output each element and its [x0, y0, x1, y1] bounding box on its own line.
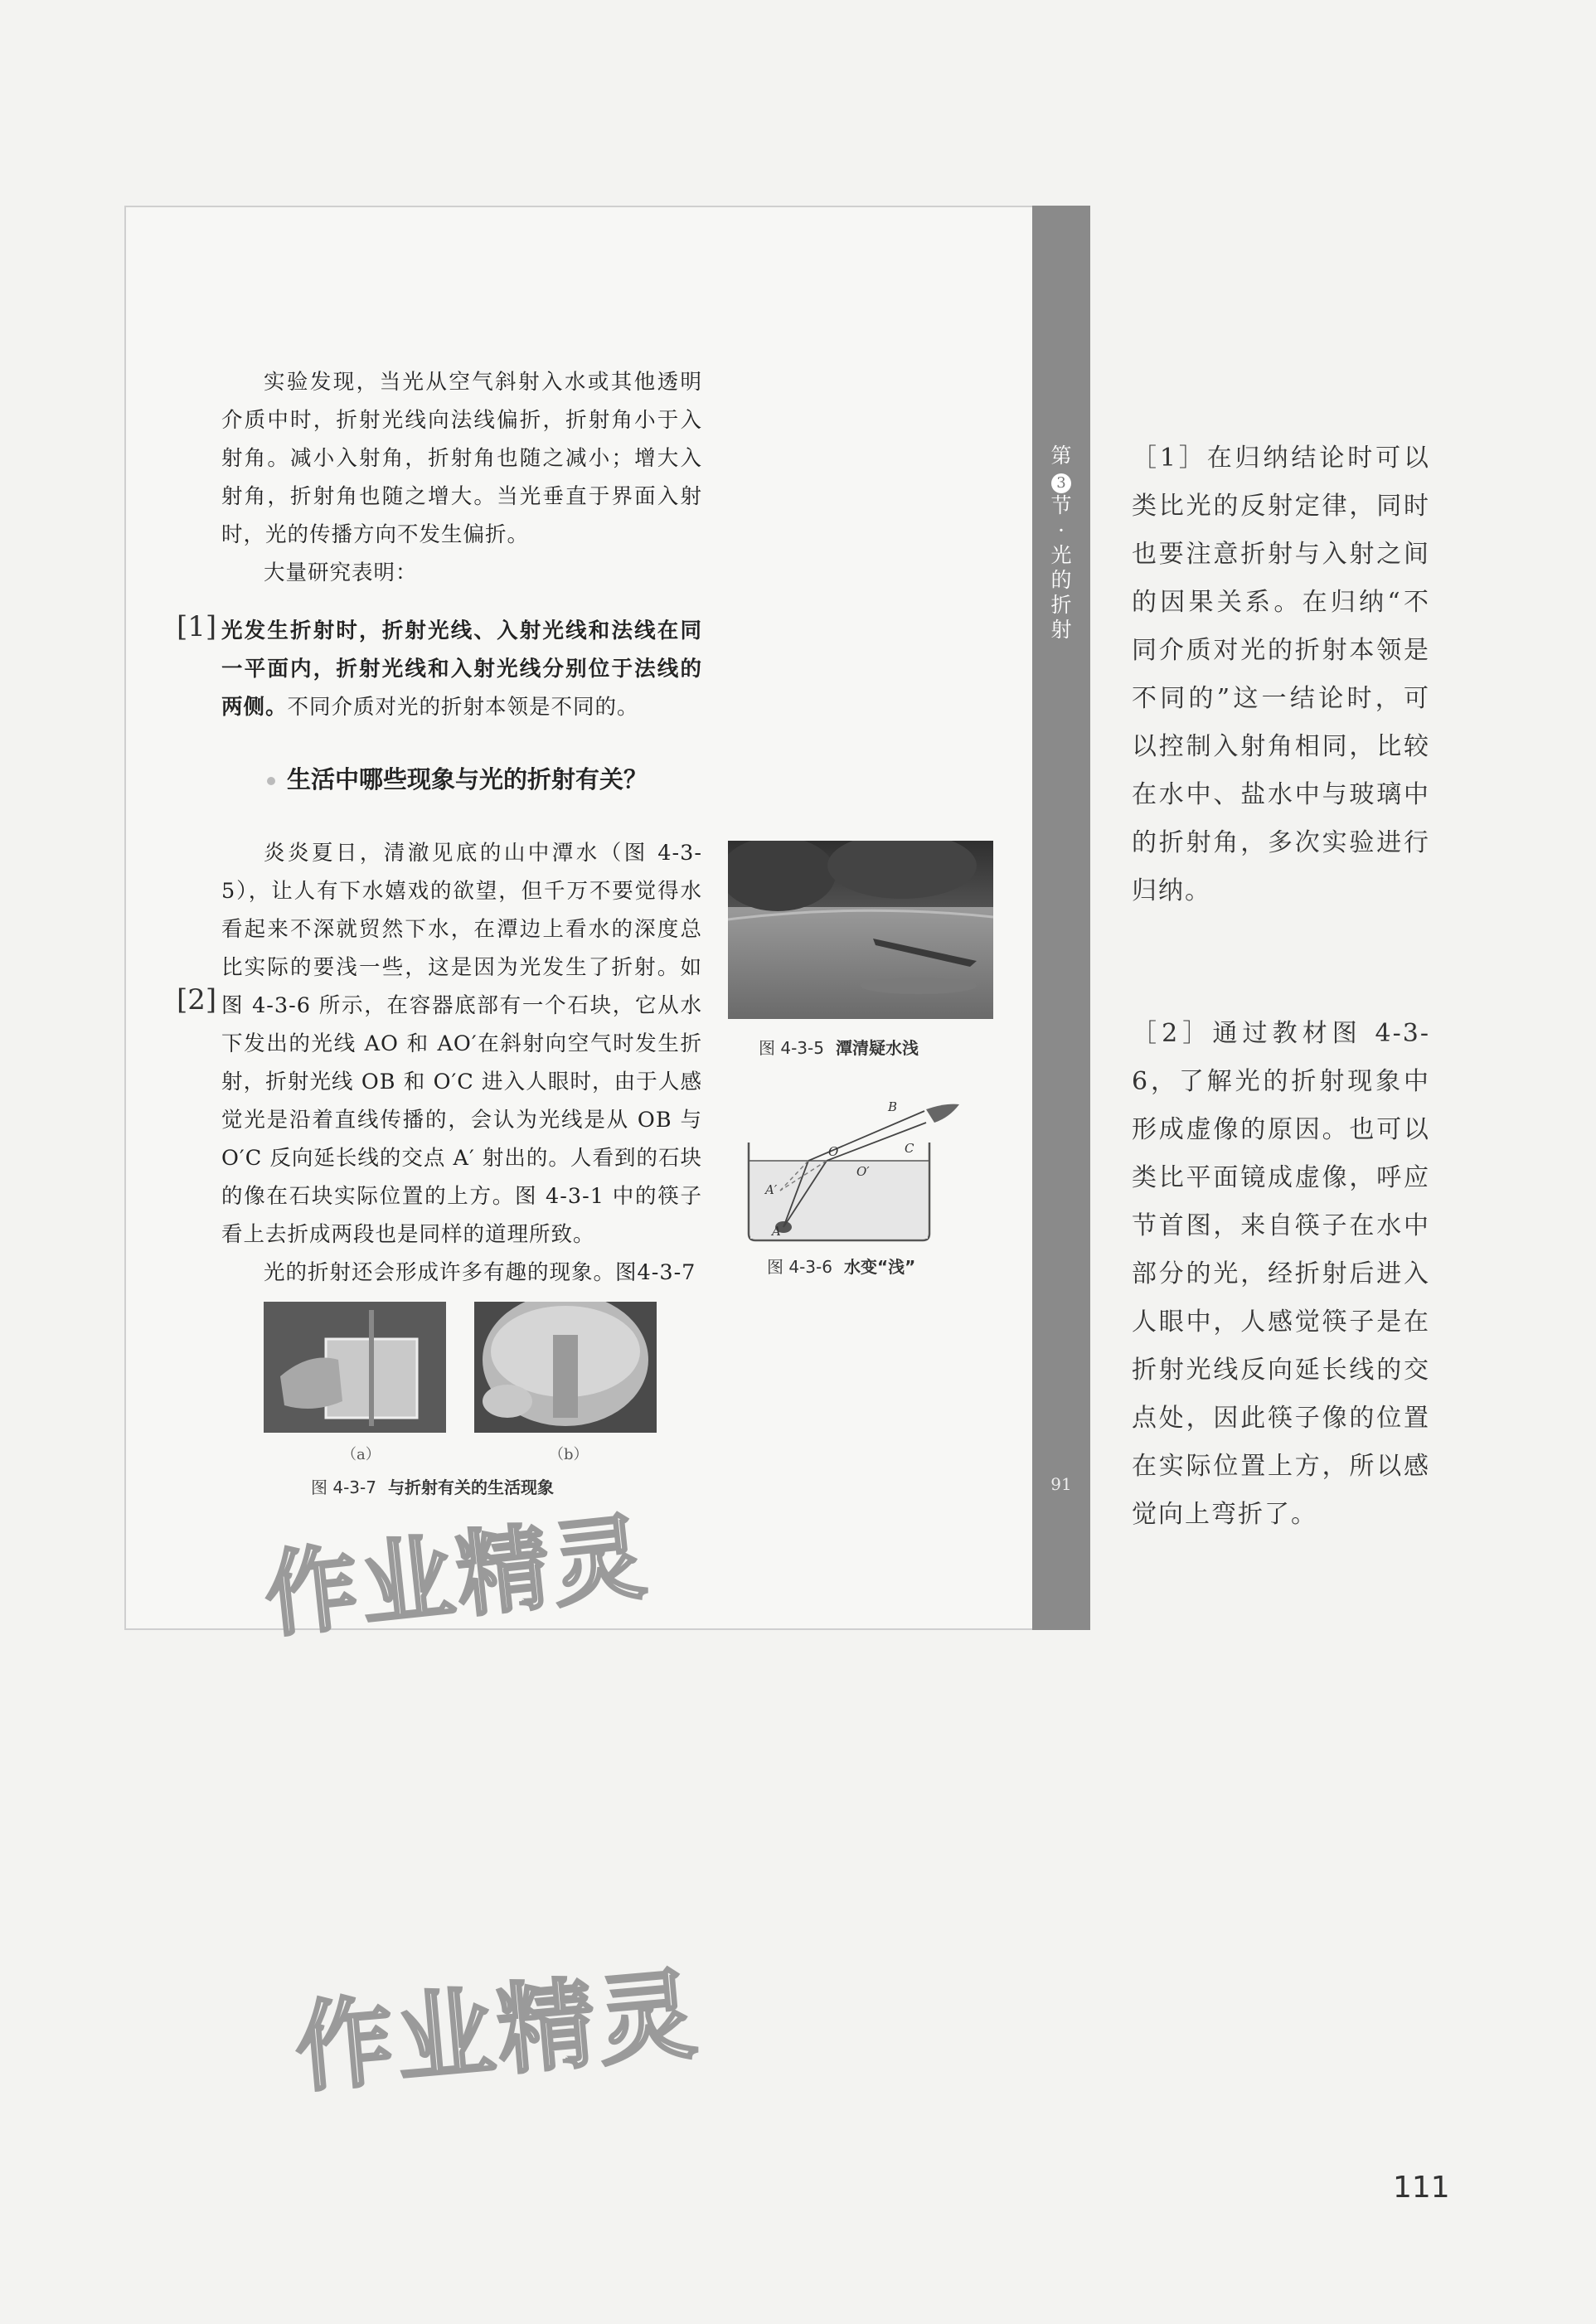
band-char: 射 [1050, 618, 1072, 642]
fig-4-3-6-caption [767, 1254, 915, 1278]
refraction-law-bold: 光发生折射时，折射光线、入射光线和法线在同一平面内，折射光线和入射光线分别位于法线的两侧。 [221, 619, 702, 720]
fig-4-3-6-label: 图 4-3-6 [767, 1257, 832, 1277]
band-char: · [1058, 518, 1065, 542]
point-A-label: A [772, 1224, 781, 1239]
band-char: 光 [1050, 543, 1072, 567]
bullet-dot-icon [267, 777, 275, 785]
fig-4-3-5-label: 图 4-3-5 [759, 1038, 824, 1058]
annotation-marker-2: [2] [177, 983, 217, 1016]
band-char: 折 [1050, 593, 1072, 617]
watermark-logo: 作业精灵 [290, 1956, 704, 2106]
annotation-marker-1: [1] [177, 610, 217, 643]
band-char: 的 [1050, 568, 1072, 592]
fig-4-3-7-label: 图 4-3-7 [311, 1477, 376, 1497]
glass-block-photo [264, 1302, 446, 1433]
inner-page-number: 91 [1050, 1474, 1072, 1494]
pond-photo [728, 841, 993, 1019]
fig-4-3-6-title: 水变“浅” [843, 1257, 916, 1277]
teacher-note-2: ［2］通过教材图 4-3-6，了解光的折射现象中形成虚像的原因。也可以类比平面镜成虚像，呼应节首图，来自筷子在水中部分的光，经折射后进入人眼中，人感觉筷子是在折射光线反向延长线的交点处，因此筷子像的位置在实际位置上方，所以感觉向上弯折了。 [1132, 1019, 1430, 1529]
fig-4-3-5-caption [759, 1035, 919, 1059]
water-depth-diagram [742, 1093, 982, 1242]
fig-4-3-7-b-label: （b） [549, 1446, 589, 1463]
page-number: 111 [1393, 2171, 1450, 2205]
chapter-side-band [1032, 206, 1090, 1630]
point-O-label: O [828, 1144, 839, 1159]
section-heading [267, 761, 648, 795]
fig-4-3-7-a-label: （a） [342, 1446, 381, 1463]
point-C-label: C [905, 1141, 914, 1156]
paragraph-shallow-water: 炎炎夏日，清澈见底的山中潭水（图 4-3-5），让人有下水嬉戏的欲望，但千万不要觉得水看起来不深就贸然下水，在潭边上看水的深度总比实际的要浅一些，这是因为光发生了折射。如图 4-3-6 所示，在容器底部有一个石块，它从水下发出的光线 AO 和 AO′在斜射向空气时发生折射，折射光线 OB 和 O′C 进入人眼时，由于人感觉光是沿着直线传播的，会认为光线是从 OB 与 O′C 反向延长线的交点 A′ 射出的。人看到的石块的像在石块实际位置的上方。图 4-3-1 中的筷子看上去折成两段也是同样的道理所致。 [221, 841, 702, 1247]
fig-4-3-7-caption [311, 1474, 554, 1498]
point-O-prime-label: O′ [856, 1164, 870, 1179]
watermark-logo: 作业精灵 [260, 1503, 654, 1651]
point-A-prime-label: A′ [765, 1182, 778, 1197]
eye-icon [926, 1104, 959, 1123]
section-number-badge: 3 [1051, 473, 1071, 493]
paragraph-refraction-experiment: 实验发现，当光从空气斜射入水或其他透明介质中时，折射光线向法线偏折，折射角小于入射角。减小入射角，折射角也随之减小；增大入射角，折射角也随之增大。当光垂直于界面入射时，光的传播方向不发生偏折。 [221, 370, 702, 547]
refraction-law-rest: 不同介质对光的折射本领是不同的。 [287, 695, 639, 720]
band-char: 第 [1050, 444, 1072, 468]
fig-4-3-7-title: 与折射有关的生活现象 [387, 1477, 554, 1497]
fig-4-3-5-title: 潭清疑水浅 [835, 1038, 919, 1058]
band-char: 节 [1050, 493, 1072, 517]
paragraph-research-shows: 大量研究表明： [264, 560, 418, 585]
paragraph-refraction-law [221, 612, 702, 726]
paragraph-interesting-phenomena: 光的折射还会形成许多有趣的现象。图4-3-7 [264, 1260, 696, 1285]
point-B-label: B [888, 1099, 898, 1114]
teacher-note-1: ［1］在归纳结论时可以类比光的反射定律，同时也要注意折射与入射之间的因果关系。在归纳“不同介质对光的折射本领是不同的”这一结论时，可以控制入射角相同，比较在水中、盐水中与玻璃中的折射角，多次实验进行归纳。 [1132, 444, 1430, 905]
section-title-vertical [1032, 444, 1090, 643]
section-heading-text: 生活中哪些现象与光的折射有关？ [287, 765, 648, 793]
water-bowl-photo [474, 1302, 657, 1433]
